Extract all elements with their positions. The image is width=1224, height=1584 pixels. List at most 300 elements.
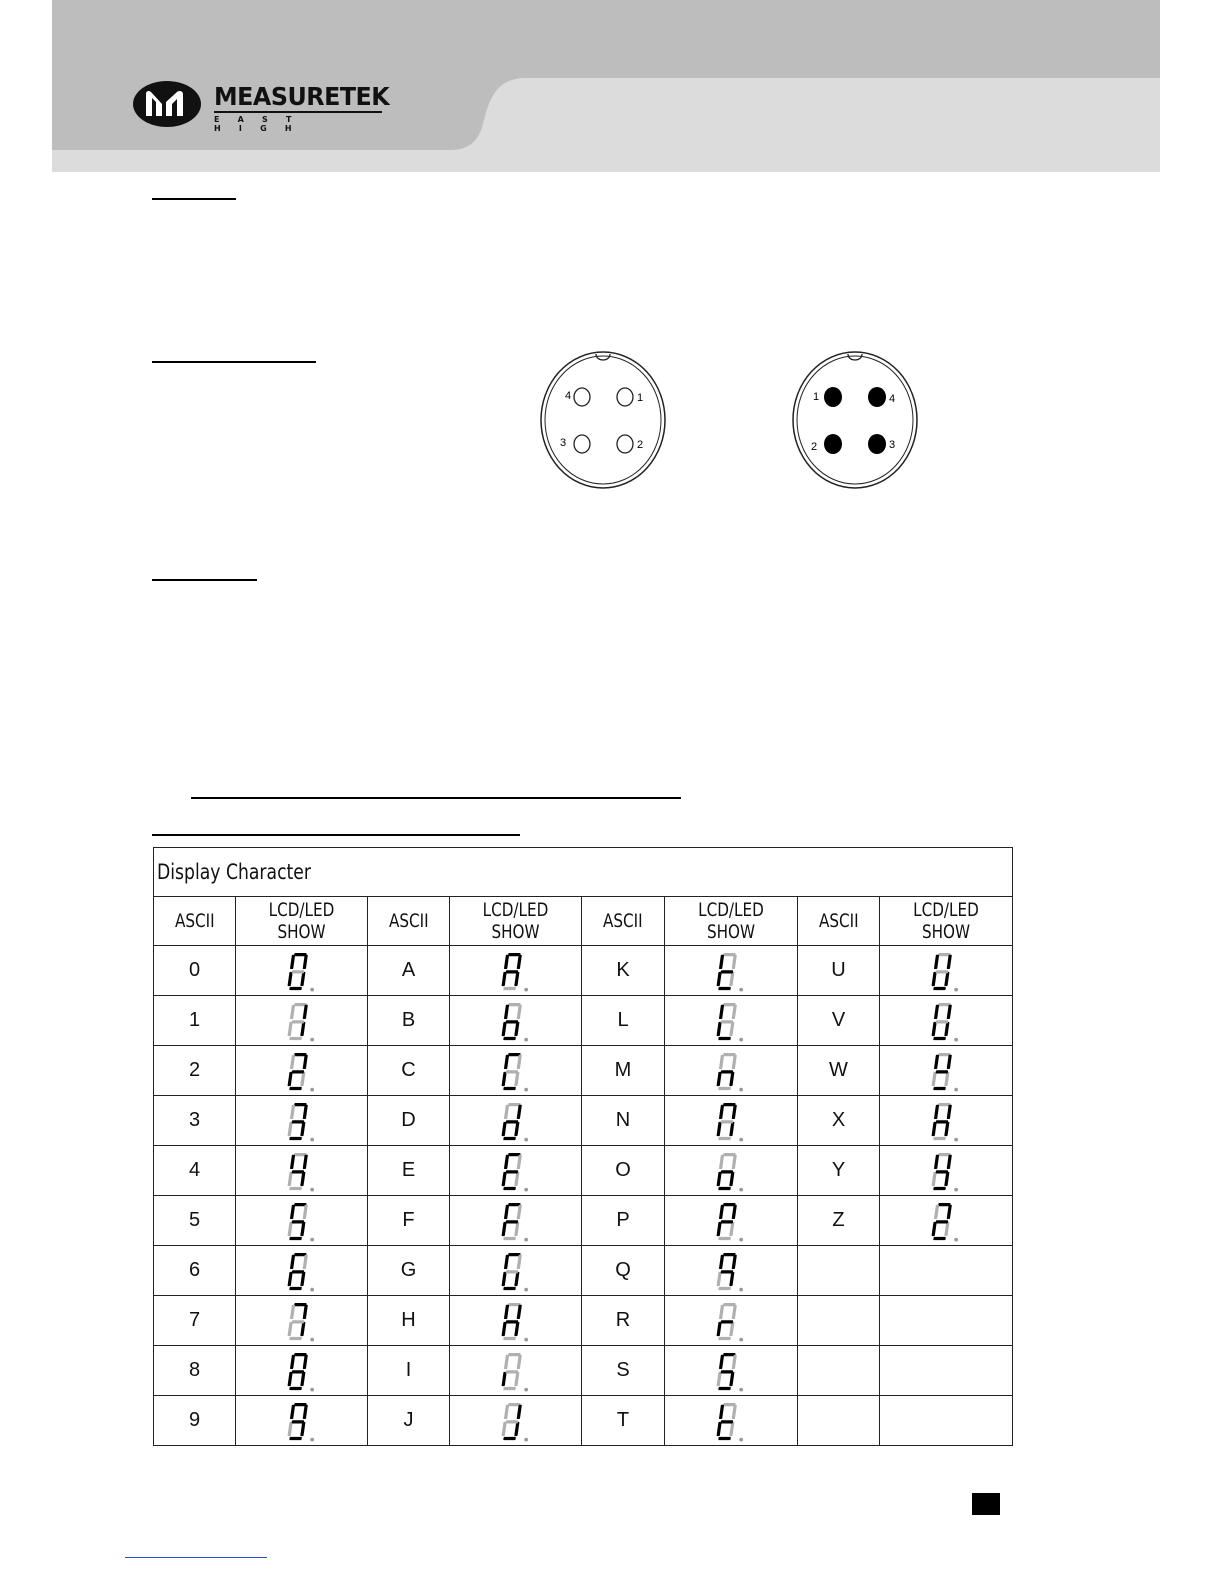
lcd-show-cell	[450, 1296, 582, 1346]
ascii-cell: W	[798, 1046, 880, 1096]
seven-segment-glyph	[499, 1401, 533, 1443]
section-heading-underline-3	[152, 579, 257, 581]
segment-g	[291, 970, 304, 973]
seven-segment-glyph	[285, 1051, 319, 1093]
segment-c	[300, 971, 305, 985]
segment-b	[302, 1254, 307, 1268]
column-header-text: ASCII	[388, 910, 429, 932]
lcd-show-cell	[236, 1396, 368, 1446]
segment-g	[721, 1170, 734, 1173]
segment-g	[505, 1320, 518, 1323]
segment-c	[729, 1221, 734, 1235]
segment-d	[718, 1086, 731, 1089]
segment-f	[289, 1104, 294, 1118]
ascii-cell: 4	[154, 1146, 236, 1196]
segment-e	[501, 1171, 506, 1185]
segment-g	[936, 970, 949, 973]
segment-d	[503, 1036, 516, 1039]
seven-segment-glyph	[285, 1301, 319, 1343]
segment-c	[300, 1021, 305, 1035]
segment-b	[302, 1004, 307, 1018]
segment-f	[719, 1004, 724, 1018]
segment-f	[503, 1254, 508, 1268]
segment-d	[289, 1136, 302, 1139]
segment-b	[516, 1354, 521, 1368]
segment-d	[289, 1086, 302, 1089]
decimal-point	[954, 987, 958, 991]
segment-f	[503, 1204, 508, 1218]
lcd-show-cell	[236, 1196, 368, 1246]
segment-c	[300, 1271, 305, 1285]
column-header-ascii	[154, 897, 236, 946]
segment-d	[503, 1336, 516, 1339]
table-caption	[154, 848, 1013, 897]
segment-d	[718, 1236, 731, 1239]
segment-c	[729, 1121, 734, 1135]
segment-c	[729, 1371, 734, 1385]
segment-d	[933, 1186, 946, 1189]
segment-g	[721, 1270, 734, 1273]
segment-c	[300, 1071, 305, 1085]
decimal-point	[524, 1237, 528, 1241]
ascii-cell: C	[368, 1046, 450, 1096]
seven-segment-glyph	[929, 1101, 963, 1143]
segment-g	[721, 1070, 734, 1073]
segment-b	[947, 954, 952, 968]
segment-f	[934, 1004, 939, 1018]
decimal-point	[954, 1087, 958, 1091]
segment-f	[934, 954, 939, 968]
table-row	[154, 1296, 1013, 1346]
ascii-cell: 0	[154, 946, 236, 996]
ascii-cell	[798, 1246, 880, 1296]
ascii-cell	[798, 1346, 880, 1396]
segment-e	[717, 1421, 722, 1435]
segment-e	[717, 1071, 722, 1085]
table-caption-text: Display Character	[157, 860, 311, 884]
segment-g	[291, 1170, 304, 1173]
segment-e	[501, 1321, 506, 1335]
ascii-cell: Q	[582, 1246, 665, 1296]
decimal-point	[739, 1137, 743, 1141]
segment-c	[729, 971, 734, 985]
lcd-show-cell	[665, 946, 798, 996]
seven-segment-glyph	[714, 1051, 748, 1093]
segment-b	[302, 1154, 307, 1168]
ascii-cell: Z	[798, 1196, 880, 1246]
segment-c	[514, 1271, 519, 1285]
segment-c	[944, 1121, 949, 1135]
decimal-point	[739, 1087, 743, 1091]
decimal-point	[310, 1187, 314, 1191]
segment-c	[300, 1121, 305, 1135]
table-row	[154, 1196, 1013, 1246]
lcd-show-cell	[880, 1046, 1013, 1096]
segment-d	[718, 986, 731, 989]
segment-c	[729, 1171, 734, 1185]
segment-f	[719, 1404, 724, 1418]
lcd-show-cell	[665, 1246, 798, 1296]
lcd-show-cell	[880, 1396, 1013, 1446]
segment-e	[501, 1421, 506, 1435]
segment-g	[505, 1420, 518, 1423]
seven-segment-glyph	[714, 951, 748, 993]
segment-g	[505, 1120, 518, 1123]
seven-segment-glyph	[929, 1001, 963, 1043]
segment-c	[944, 1221, 949, 1235]
lcd-show-cell	[450, 1046, 582, 1096]
segment-e	[932, 1171, 937, 1185]
ascii-cell: 2	[154, 1046, 236, 1096]
seven-segment-glyph	[285, 1351, 319, 1393]
segment-c	[944, 1021, 949, 1035]
segment-f	[934, 1104, 939, 1118]
segment-c	[300, 1171, 305, 1185]
pin-label: 2	[811, 441, 818, 453]
seven-segment-glyph	[285, 1151, 319, 1193]
segment-b	[516, 1054, 521, 1068]
lcd-show-cell	[880, 1146, 1013, 1196]
segment-f	[719, 1304, 724, 1318]
decimal-point	[739, 1337, 743, 1341]
segment-c	[514, 1221, 519, 1235]
pin	[868, 387, 886, 407]
seven-segment-glyph	[714, 1201, 748, 1243]
segment-e	[501, 1371, 506, 1385]
segment-e	[932, 1121, 937, 1135]
segment-b	[732, 1304, 737, 1318]
segment-d	[503, 1186, 516, 1189]
brand-name: MEASURETEK	[214, 82, 390, 111]
segment-b	[732, 1254, 737, 1268]
segment-c	[514, 1371, 519, 1385]
segment-d	[503, 1086, 516, 1089]
seven-segment-glyph	[499, 1351, 533, 1393]
column-header-lcd-led-show	[450, 897, 582, 946]
ascii-cell: O	[582, 1146, 665, 1196]
segment-g	[721, 1120, 734, 1123]
lcd-show-cell	[450, 1146, 582, 1196]
seven-segment-glyph	[285, 1001, 319, 1043]
seven-segment-glyph	[285, 1251, 319, 1293]
ascii-cell: M	[582, 1046, 665, 1096]
segment-d	[503, 1286, 516, 1289]
ascii-cell: N	[582, 1096, 665, 1146]
segment-b	[732, 1204, 737, 1218]
segment-e	[501, 1021, 506, 1035]
segment-g	[505, 970, 518, 973]
segment-g	[936, 1170, 949, 1173]
segment-e	[717, 1321, 722, 1335]
segment-e	[287, 1221, 292, 1235]
segment-e	[287, 1371, 292, 1385]
seven-segment-glyph	[714, 1151, 748, 1193]
lcd-show-cell	[236, 996, 368, 1046]
segment-d	[289, 1286, 302, 1289]
segment-c	[729, 1271, 734, 1285]
ascii-cell: S	[582, 1346, 665, 1396]
segment-c	[300, 1321, 305, 1335]
segment-b	[732, 1154, 737, 1168]
segment-e	[932, 1071, 937, 1085]
lcd-show-cell	[450, 1196, 582, 1246]
segment-e	[717, 1221, 722, 1235]
ascii-cell: T	[582, 1396, 665, 1446]
segment-d	[289, 1336, 302, 1339]
segment-d	[289, 1386, 302, 1389]
ascii-cell: 9	[154, 1396, 236, 1446]
decimal-point	[739, 1037, 743, 1041]
segment-b	[302, 1304, 307, 1318]
segment-c	[944, 971, 949, 985]
segment-e	[932, 971, 937, 985]
lcd-show-cell	[450, 1096, 582, 1146]
lcd-show-cell	[450, 1246, 582, 1296]
decimal-point	[954, 1187, 958, 1191]
decimal-point	[310, 1037, 314, 1041]
lcd-show-cell	[880, 1296, 1013, 1346]
segment-d	[933, 1136, 946, 1139]
pin-label: 2	[637, 439, 644, 451]
segment-c	[514, 1321, 519, 1335]
segment-c	[729, 1421, 734, 1435]
column-header-lcd-led-show	[880, 897, 1013, 946]
segment-f	[503, 1354, 508, 1368]
segment-f	[289, 1404, 294, 1418]
segment-b	[732, 1104, 737, 1118]
seven-segment-glyph	[499, 1301, 533, 1343]
column-header-text: LCD/LED SHOW	[913, 899, 979, 943]
display-character-table	[153, 847, 1013, 1446]
lcd-show-cell	[236, 1296, 368, 1346]
page-number-box	[972, 1493, 1000, 1515]
pin	[868, 434, 886, 454]
segment-g	[291, 1270, 304, 1273]
segment-c	[300, 1371, 305, 1385]
segment-d	[289, 1436, 302, 1439]
seven-segment-glyph	[929, 1051, 963, 1093]
segment-g	[505, 1170, 518, 1173]
segment-e	[287, 1021, 292, 1035]
segment-g	[291, 1220, 304, 1223]
segment-e	[287, 1271, 292, 1285]
segment-f	[719, 1154, 724, 1168]
segment-e	[501, 1071, 506, 1085]
seven-segment-glyph	[285, 1201, 319, 1243]
segment-b	[732, 1004, 737, 1018]
segment-c	[944, 1171, 949, 1185]
column-header-text: LCD/LED SHOW	[698, 899, 764, 943]
segment-b	[947, 1054, 952, 1068]
segment-g	[505, 1020, 518, 1023]
segment-g	[505, 1220, 518, 1223]
column-header-ascii	[368, 897, 450, 946]
column-header-text: LCD/LED SHOW	[268, 899, 335, 943]
decimal-point	[524, 1337, 528, 1341]
ascii-cell: 3	[154, 1096, 236, 1146]
decimal-point	[524, 1437, 528, 1441]
seven-segment-glyph	[714, 1301, 748, 1343]
ascii-cell: 7	[154, 1296, 236, 1346]
segment-g	[721, 1320, 734, 1323]
segment-e	[287, 1071, 292, 1085]
segment-b	[516, 1154, 521, 1168]
seven-segment-glyph	[499, 951, 533, 993]
pin-label: 1	[813, 391, 820, 403]
seven-segment-glyph	[285, 951, 319, 993]
segment-c	[729, 1021, 734, 1035]
section-heading-underline-1	[152, 198, 236, 200]
segment-e	[717, 1021, 722, 1035]
seven-segment-glyph	[499, 1101, 533, 1143]
lcd-show-cell	[450, 1396, 582, 1446]
segment-b	[302, 1204, 307, 1218]
segment-c	[300, 1221, 305, 1235]
lcd-show-cell	[665, 1196, 798, 1246]
decimal-point	[310, 1337, 314, 1341]
segment-f	[289, 1254, 294, 1268]
table-row	[154, 1146, 1013, 1196]
segment-d	[503, 1236, 516, 1239]
column-header-ascii	[582, 897, 665, 946]
ascii-cell: 1	[154, 996, 236, 1046]
female-connector-diagram	[538, 350, 672, 494]
segment-e	[287, 1121, 292, 1135]
segment-e	[501, 1221, 506, 1235]
segment-g	[721, 970, 734, 973]
lcd-show-cell	[880, 1196, 1013, 1246]
segment-b	[516, 1104, 521, 1118]
ascii-cell: 8	[154, 1346, 236, 1396]
segment-g	[291, 1320, 304, 1323]
segment-f	[934, 1154, 939, 1168]
segment-b	[516, 1004, 521, 1018]
segment-e	[717, 1271, 722, 1285]
ascii-cell	[798, 1396, 880, 1446]
segment-e	[501, 971, 506, 985]
brand-divider	[214, 111, 382, 113]
segment-b	[732, 954, 737, 968]
pin-label: 3	[889, 439, 896, 451]
segment-f	[719, 1104, 724, 1118]
ascii-cell: G	[368, 1246, 450, 1296]
column-header-text: ASCII	[603, 910, 643, 932]
segment-g	[291, 1070, 304, 1073]
lcd-show-cell	[236, 1246, 368, 1296]
seven-segment-glyph	[714, 1401, 748, 1443]
decimal-point	[310, 987, 314, 991]
lcd-show-cell	[236, 1096, 368, 1146]
segment-g	[291, 1120, 304, 1123]
lcd-show-cell	[236, 1146, 368, 1196]
segment-f	[503, 1054, 508, 1068]
segment-b	[516, 1404, 521, 1418]
lcd-show-cell	[880, 1246, 1013, 1296]
segment-b	[516, 1254, 521, 1268]
segment-d	[718, 1386, 731, 1389]
ascii-cell: E	[368, 1146, 450, 1196]
column-header-ascii	[798, 897, 880, 946]
segment-d	[933, 1036, 946, 1039]
pin-label: 4	[565, 390, 572, 402]
ascii-cell: K	[582, 946, 665, 996]
lcd-show-cell	[665, 1396, 798, 1446]
seven-segment-glyph	[929, 1151, 963, 1193]
seven-segment-glyph	[714, 1101, 748, 1143]
table-row	[154, 1246, 1013, 1296]
pin-label: 1	[637, 392, 644, 404]
lcd-show-cell	[236, 946, 368, 996]
segment-f	[934, 1204, 939, 1218]
segment-d	[933, 986, 946, 989]
decimal-point	[524, 1087, 528, 1091]
segment-c	[944, 1071, 949, 1085]
segment-c	[514, 1071, 519, 1085]
segment-f	[289, 1354, 294, 1368]
lcd-show-cell	[450, 946, 582, 996]
segment-e	[717, 1371, 722, 1385]
segment-c	[514, 1421, 519, 1435]
segment-f	[503, 1154, 508, 1168]
ascii-cell: D	[368, 1096, 450, 1146]
segment-g	[936, 1120, 949, 1123]
seven-segment-glyph	[929, 951, 963, 993]
ascii-cell: F	[368, 1196, 450, 1246]
lcd-show-cell	[880, 996, 1013, 1046]
measuretek-logo-icon	[132, 80, 202, 128]
segment-b	[947, 1004, 952, 1018]
decimal-point	[310, 1137, 314, 1141]
segment-e	[501, 1121, 506, 1135]
lcd-show-cell	[665, 1296, 798, 1346]
table-row	[154, 1346, 1013, 1396]
segment-g	[721, 1370, 734, 1373]
segment-b	[302, 1104, 307, 1118]
table-row	[154, 1396, 1013, 1446]
seven-segment-glyph	[499, 1251, 533, 1293]
segment-b	[732, 1054, 737, 1068]
decimal-point	[954, 1037, 958, 1041]
segment-c	[514, 1121, 519, 1135]
pin	[824, 387, 842, 407]
footer-link-underline[interactable]	[125, 1557, 267, 1558]
segment-d	[718, 1186, 731, 1189]
decimal-point	[524, 987, 528, 991]
header-banner	[52, 0, 1160, 172]
decimal-point	[739, 1437, 743, 1441]
seven-segment-glyph	[285, 1401, 319, 1443]
decimal-point	[739, 1187, 743, 1191]
segment-f	[289, 1154, 294, 1168]
decimal-point	[310, 1287, 314, 1291]
segment-c	[514, 1171, 519, 1185]
segment-f	[503, 1004, 508, 1018]
segment-f	[719, 1204, 724, 1218]
segment-g	[505, 1270, 518, 1273]
segment-e	[287, 1321, 292, 1335]
lcd-show-cell	[880, 1346, 1013, 1396]
section-heading-underline-2	[152, 361, 316, 363]
section-heading-underline-4	[191, 797, 681, 799]
decimal-point	[739, 987, 743, 991]
ascii-cell: B	[368, 996, 450, 1046]
segment-f	[503, 1304, 508, 1318]
segment-c	[300, 1421, 305, 1435]
segment-d	[289, 986, 302, 989]
segment-e	[287, 1171, 292, 1185]
lcd-show-cell	[665, 1046, 798, 1096]
segment-b	[516, 1204, 521, 1218]
